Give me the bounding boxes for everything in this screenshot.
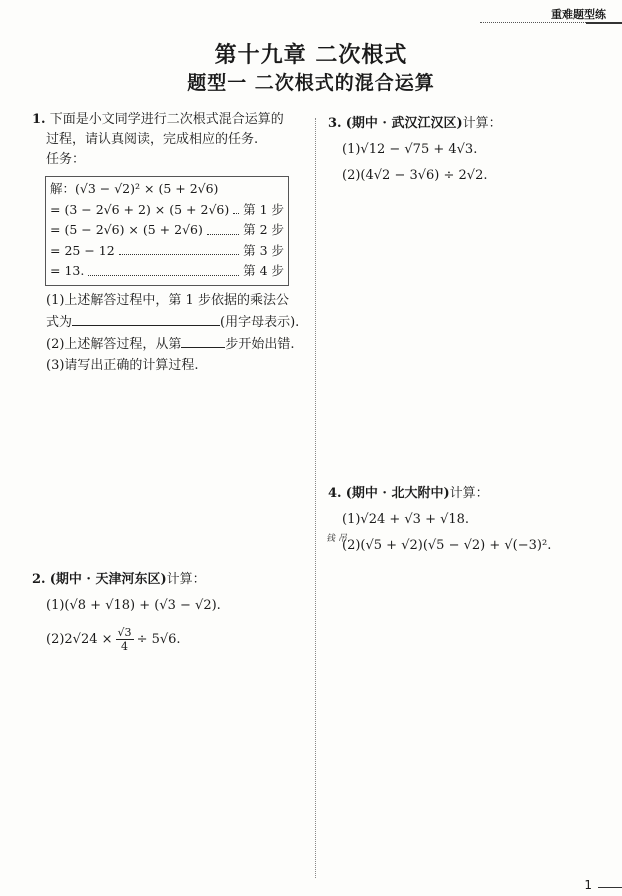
q1-solution-line-0: 解：(√3 − √2)² × (5 + 2√6) (50, 181, 219, 196)
page-number: 1 (584, 878, 592, 892)
q3-part-2: (2)(4√2 − 3√6) ÷ 2√2. (342, 168, 488, 183)
q3-source: (期中 · 武汉江汉区) (345, 116, 463, 131)
q4-part-2: (2)(√5 + √2)(√5 − √2) + √(−3)². (342, 538, 552, 553)
q4-source: (期中 · 北大附中) (345, 486, 450, 501)
q3-verb: 计算： (462, 116, 502, 131)
header-badge: 重难题型练 (551, 8, 606, 21)
q1-task-3: (3)请写出正确的计算过程. (46, 358, 199, 373)
q1-task-1-line2: 式为 (用字母表示). (46, 311, 308, 333)
header-rule (586, 22, 622, 24)
q4-number: 4. (328, 486, 342, 501)
q1-task-2: (2)上述解答过程，从第 步开始出错. (46, 333, 308, 355)
q1-solution-line-3: = 25 − 12 第 3 步 (50, 241, 284, 262)
q3-part-1: (1)√12 − √75 + 4√3. (342, 142, 478, 157)
q2-number: 2. (32, 572, 46, 587)
q1-tasks (46, 290, 308, 376)
q2-fraction (116, 626, 134, 653)
footer-rule (598, 887, 622, 888)
q1-solution-line-1: = (3 − 2√6 + 2) × (5 + 2√6) 第 1 步 (50, 200, 284, 221)
q1-intro-line2: 过程，请认真阅读，完成相应的任务. (46, 132, 259, 147)
q1-task-label: 任务： (46, 152, 86, 167)
column-divider (315, 118, 316, 878)
q1-solution-line-2: = (5 − 2√6) × (5 + 2√6) 第 2 步 (50, 220, 284, 241)
q1-number: 1. (32, 112, 46, 127)
q2-verb: 计算： (166, 572, 206, 587)
question-1 (32, 110, 307, 170)
q2-fraction-denominator: 4 (121, 640, 129, 653)
q4-part-1: (1)√24 + √3 + √18. (342, 512, 470, 527)
q1-step-1-label: 第 1 步 (243, 201, 284, 217)
q1-step-4-label: 第 4 步 (243, 263, 284, 278)
q1-task-1-blank[interactable] (72, 311, 220, 326)
question-3 (328, 114, 608, 186)
chapter-title: 第十九章 二次根式 (214, 42, 408, 68)
section-title: 题型一 二次根式的混合运算 (187, 72, 435, 94)
q3-number: 3. (328, 116, 342, 131)
q1-task-2-blank[interactable] (181, 333, 225, 348)
q1-intro-line1: 下面是小文同学进行二次根式混合运算的 (49, 112, 284, 127)
header-dotted-rule (480, 22, 586, 23)
q2-part-2: (2)2√24 × $\frac{√3}{4}$ ÷ 5√6. (46, 626, 181, 653)
q1-solution-box (45, 176, 289, 286)
q2-fraction-numerator: √3 (117, 626, 132, 639)
q1-task-1-line1: (1)上述解答过程中，第 1 步依据的乘法公 (46, 293, 289, 308)
question-2 (32, 570, 307, 653)
question-4 (328, 484, 608, 556)
q2-source: (期中 · 天津河东区) (49, 572, 167, 587)
handwritten-scribble: 钱 吊 (326, 534, 347, 544)
q1-step-2-label: 第 2 步 (243, 222, 284, 237)
q4-verb: 计算： (449, 486, 489, 501)
q2-part-1: (1)(√8 + √18) + (√3 − √2). (46, 598, 221, 613)
q1-step-3-label: 第 3 步 (243, 242, 284, 258)
q1-solution-line-4: = 13. 第 4 步 (50, 261, 284, 282)
